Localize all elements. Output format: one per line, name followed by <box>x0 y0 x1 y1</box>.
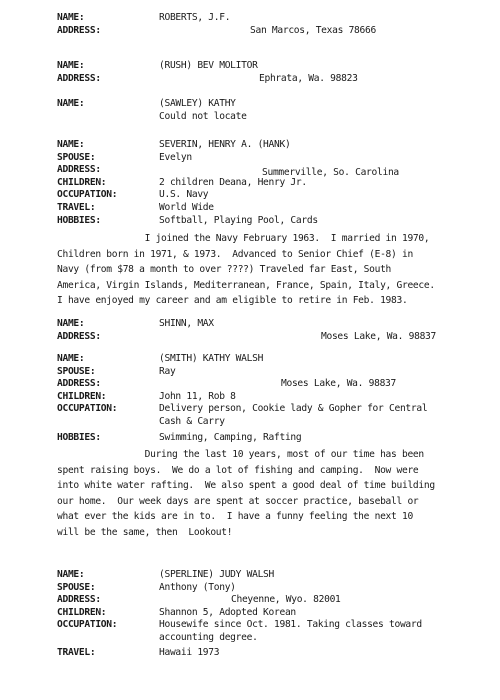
travel-label: TRAVEL: <box>57 646 96 658</box>
address-value: San Marcos, Texas 78666 <box>250 24 376 36</box>
spouse-label: SPOUSE: <box>57 365 96 377</box>
occupation-value: U.S. Navy <box>159 189 209 201</box>
occupation-value: Delivery person, Cookie lady & Gopher for Central <box>159 403 428 415</box>
spouse-value: Evelyn <box>159 151 192 163</box>
note-value: Could not locate <box>159 110 247 122</box>
address-value: Moses Lake, Wa. 98837 <box>281 378 396 390</box>
directory-entry-sawley <box>0 98 500 123</box>
name-value: (SAWLEY) KATHY <box>159 98 236 109</box>
travel-label: TRAVEL: <box>57 201 96 213</box>
address-label: ADDRESS: <box>57 72 101 84</box>
spouse-value: Ray <box>159 365 176 377</box>
directory-entry-severin <box>0 139 500 306</box>
name-value: (SPERLINE) JUDY WALSH <box>159 569 274 580</box>
directory-entry-sperline <box>0 569 500 659</box>
children-value: 2 children Deana, Henry Jr. <box>159 176 307 188</box>
occupation-value: Housewife since Oct. 1981. Taking classes toward <box>159 619 422 631</box>
name-label: NAME: <box>57 318 85 329</box>
occupation-label: OCCUPATION: <box>57 189 118 201</box>
name-value: ROBERTS, J.F. <box>159 12 231 23</box>
name-label: NAME: <box>57 139 85 150</box>
name-label: NAME: <box>57 12 85 23</box>
address-label: ADDRESS: <box>57 164 101 176</box>
address-label: ADDRESS: <box>57 330 101 342</box>
children-value: Shannon 5, Adopted Korean <box>159 606 296 618</box>
children-value: John 11, Rob 8 <box>159 390 236 402</box>
name-label: NAME: <box>57 569 85 580</box>
address-label: ADDRESS: <box>57 24 101 36</box>
name-value: SHINN, MAX <box>159 318 214 329</box>
address-label: ADDRESS: <box>57 378 101 390</box>
address-label: ADDRESS: <box>57 594 101 606</box>
address-value: Ephrata, Wa. 98823 <box>259 72 358 84</box>
name-value: (RUSH) BEV MOLITOR <box>159 60 258 71</box>
address-value: Summerville, So. Carolina <box>262 167 399 179</box>
directory-entry-smith <box>0 353 500 538</box>
travel-value: Hawaii 1973 <box>159 646 220 658</box>
hobbies-label: HOBBIES: <box>57 431 101 443</box>
occupation-label: OCCUPATION: <box>57 619 118 631</box>
children-label: CHILDREN: <box>57 176 107 188</box>
narrative-paragraph: During the last 10 years, most of our time has been spent raising boys. We do a lot of fishing and camping. Now were into white water rafting. We also spent a good deal of time building our home. Our week days are spent at soccer practice, baseball or what ever the kids are in to. I have a funny feeling the next 10 will be the same, then Lookout! <box>57 449 435 538</box>
directory-entry-rush <box>0 60 500 85</box>
hobbies-value: Softball, Playing Pool, Cards <box>159 214 318 226</box>
directory-entry-shinn <box>0 318 500 343</box>
name-label: NAME: <box>57 353 85 364</box>
hobbies-value: Swimming, Camping, Rafting <box>159 431 302 443</box>
address-value: Cheyenne, Wyo. 82001 <box>231 594 341 606</box>
hobbies-label: HOBBIES: <box>57 214 101 226</box>
occupation-value-continued: Cash & Carry <box>159 415 225 427</box>
name-value: (SMITH) KATHY WALSH <box>159 353 264 364</box>
name-label: NAME: <box>57 98 85 109</box>
children-label: CHILDREN: <box>57 390 107 402</box>
narrative-paragraph: I joined the Navy February 1963. I married in 1970, Children born in 1971, & 1973. Advanced to Senior Chief (E-8) in Navy (from $78 a month to over ????) Traveled far East, South America, Virgin Islands, Mediterranean, France, Spain, Italy, Greece. I have enjoyed my career and am eligible to retire in Feb. 1983. <box>57 233 435 306</box>
name-value: SEVERIN, HENRY A. (HANK) <box>159 139 291 150</box>
name-label: NAME: <box>57 60 85 71</box>
occupation-value-continued: accounting degree. <box>159 631 258 643</box>
directory-entry-roberts <box>0 12 500 37</box>
travel-value: World Wide <box>159 201 214 213</box>
spouse-value: Anthony (Tony) <box>159 581 236 593</box>
occupation-label: OCCUPATION: <box>57 403 118 415</box>
address-value: Moses Lake, Wa. 98837 <box>321 330 436 342</box>
spouse-label: SPOUSE: <box>57 151 96 163</box>
spouse-label: SPOUSE: <box>57 581 96 593</box>
children-label: CHILDREN: <box>57 606 107 618</box>
